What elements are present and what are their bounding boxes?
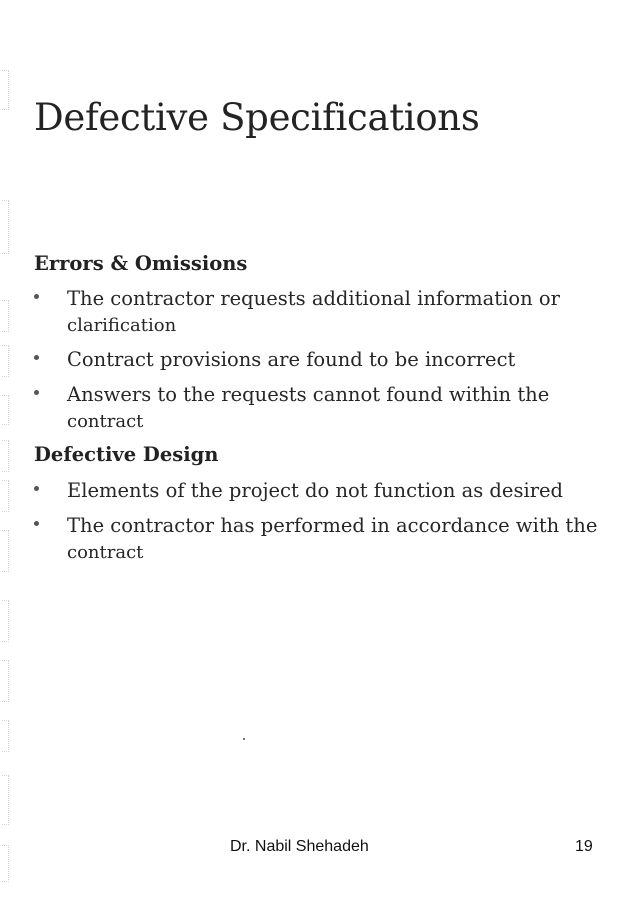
bullet-icon [34, 390, 39, 395]
binding-mark [2, 300, 9, 332]
bullet-icon [34, 521, 39, 526]
binding-mark [2, 845, 9, 882]
binding-mark [2, 775, 9, 825]
binding-edge [0, 0, 16, 919]
list-item-line: clarification [67, 315, 177, 336]
binding-mark [2, 480, 9, 512]
list-item-line: Elements of the project do not function as desired [67, 479, 564, 502]
bullet-icon [34, 486, 39, 491]
footer-author: Dr. Nabil Shehadeh [230, 838, 369, 855]
list-item-line: Contract provisions are found to be incorrect [67, 348, 516, 371]
binding-mark [2, 70, 9, 110]
list-item-line: The contractor requests additional information or [67, 287, 560, 310]
list-item-text [67, 346, 615, 373]
binding-mark [2, 345, 9, 377]
bullet-icon [34, 355, 39, 360]
section-heading-errors-omissions: Errors & Omissions [34, 252, 248, 275]
page-number: 19 [575, 838, 593, 855]
page-title: Defective Specifications [34, 96, 480, 139]
binding-mark [2, 600, 9, 642]
list-item-text [67, 381, 615, 435]
list-item-line: contract [67, 542, 144, 563]
stray-mark [243, 738, 245, 740]
list-item-line: The contractor has performed in accordance with the [67, 514, 598, 537]
list-item-line: Answers to the requests cannot found within the [67, 383, 550, 406]
section-heading-defective-design: Defective Design [34, 443, 219, 466]
list-item-text [67, 512, 615, 566]
list-item-line: contract [67, 411, 144, 432]
binding-mark [2, 720, 9, 752]
list-item-text [67, 477, 615, 504]
binding-mark [2, 200, 9, 254]
list-item-text [67, 285, 615, 339]
binding-mark [2, 395, 9, 425]
binding-mark [2, 530, 9, 572]
bullet-icon [34, 294, 39, 299]
binding-mark [2, 440, 9, 472]
binding-mark [2, 660, 9, 702]
